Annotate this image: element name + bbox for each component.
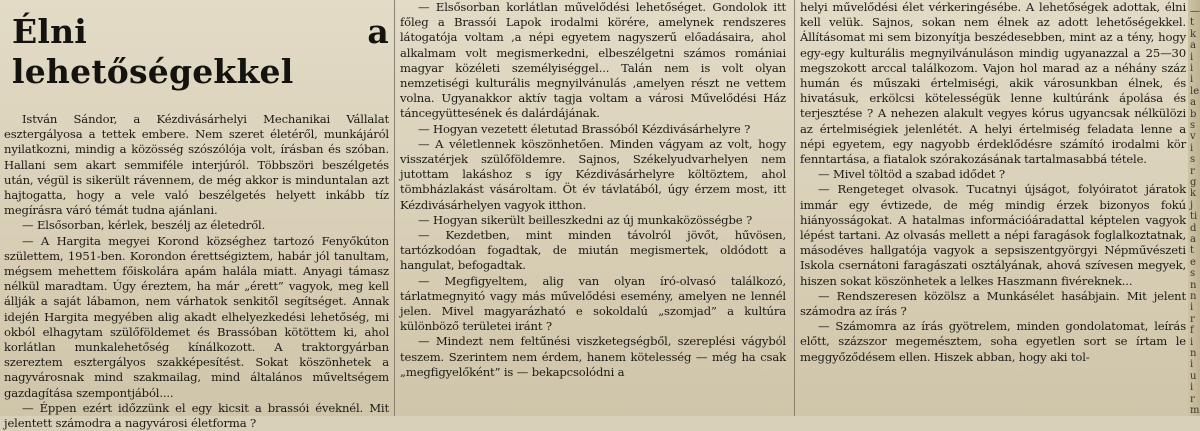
edge-stub-char: r	[1190, 393, 1195, 405]
edge-stub-char: r	[1190, 313, 1195, 325]
article-paragraph: — Kezdetben, mint minden távolról jövőt, hűvösen, tartózkodóan fogadtak, de miután megismertek, oldódott a hangulat, befogadtak.	[400, 228, 786, 273]
edge-stub-char: a	[1190, 40, 1196, 52]
article-paragraph: — Hogyan vezetett életutad Brassóból Kézdivásárhelyre ?	[418, 121, 751, 136]
edge-stub-char: i	[1190, 336, 1194, 348]
edge-stub-char: b	[1190, 108, 1197, 120]
edge-stub-char: t	[1190, 17, 1195, 29]
article-paragraph: — Rengeteget olvasok. Tucatnyi újságot, folyóiratot járatok immár egy évtizede, de még mindig érzek bizonyos fokú hiányosságokat. A hatalmas információáradattal képtelen vagyok lépést tartani. Az olvasás mellett a népi faragások foglalkoztatnak, másodéves hallgatója vagyok a sepsiszentgyörgyi Népművészeti Iskola csernátoni faragászati osztályának, ahová szívesen megyek, hiszen sokat köszönhetek a lelkes Haszmann fivéreknek...	[800, 182, 1186, 288]
article-paragraph: — Rendszeresen közölsz a Munkásélet hasábjain. Mit jelent számodra az írás ?	[800, 288, 1186, 319]
article-paragraph: — Éppen ezért időzzünk el egy kicsit a brassói éveknél. Mit jelentett számodra a nagyvárosi életforma ?	[4, 400, 389, 431]
edge-stub-char: v	[1190, 131, 1196, 143]
edge-stub-char: a	[1190, 97, 1196, 109]
edge-stub-char: k	[1190, 188, 1197, 200]
article-column-1	[4, 0, 389, 431]
edge-stub-char: i	[1190, 382, 1194, 394]
article-headline: Élni a lehetőségekkel	[12, 12, 389, 91]
edge-stub-char: f	[1190, 325, 1194, 337]
edge-stub-char: ti	[1190, 211, 1198, 223]
article-paragraph: — Mivel töltöd a szabad idődet ?	[818, 167, 1005, 182]
edge-stub-char: n	[1190, 279, 1197, 291]
edge-stub-char: u	[1190, 370, 1197, 382]
edge-stub-char: k	[1190, 28, 1197, 40]
article-paragraph: — Számomra az írás gyötrelem, minden gondolatomat, leírás előtt, százszor megemésztem, soha egyetlen sort se írtam le meggyőződésem ellen. Hiszek abban, hogy aki tol-	[800, 319, 1186, 364]
edge-stub-char: t	[1190, 245, 1195, 257]
article-paragraph: — A véletlennek köszönhetően. Minden vágyam az volt, hogy visszatérjek szülőföldemre. Sajnos, Székelyudvarhelyen nem jutottam lakáshoz s így Kézdivásárhelyre költöztem, ahol tömbházlakást vásároltam. Öt év távlatából, úgy érzem most, itt Kézdivásárhelyen vagyok itthon.	[400, 136, 786, 212]
edge-stub-char: m	[1190, 405, 1200, 416]
article-paragraph: — Elsősorban, kérlek, beszélj az életedről.	[22, 218, 266, 233]
edge-stub-char: g	[1190, 177, 1197, 188]
edge-stub-char: i	[1190, 74, 1194, 86]
article-paragraph: — A Hargita megyei Korond községhez tartozó Fenyőkúton születtem, 1951-ben. Korondon érettségiztem, habár jól tanultam, mégsem mehettem főiskolára apám halála miatt. Anyagi támasz nélkül maradtam. Úgy éreztem, ha már „érett” vagyok, meg kell állják a saját lábamon, nem várhatok senkitől segítséget. Annak idején Hargita megyében alig akadt elhelyezkedési lehetőség, mi okból elhagytam szülőföldemet és Brassóban kötöttem ki, ahol korlátlan munkalehetőség kínálkozott. A traktorgyárban szereztem esztergályos szakképesítést. Sokat köszönhetek a nagyvárosnak mind szakmailag, mind általános műveltségem gazdagítása szempontjából....	[4, 233, 389, 400]
edge-stub-char: i	[1190, 302, 1194, 314]
edge-stub-char: —	[1190, 6, 1200, 17]
article-paragraph: — Mindezt nem feltűnési viszketegségből, szereplési vágyból teszem. Szerintem nem érdem, hanem kötelesség — még ha csak „megfigyelőként” is — bekapcsolódni a	[400, 334, 786, 379]
edge-stub-char: i	[1190, 359, 1194, 371]
edge-stub-char: le	[1190, 85, 1200, 97]
edge-stub-char: a	[1190, 234, 1196, 245]
article-paragraph: — Hogyan sikerült beilleszkedni az új munkaközösségbe ?	[418, 212, 753, 227]
edge-stub-char: d	[1190, 222, 1197, 234]
article-column-3	[800, 0, 1186, 416]
article-paragraph: helyi művelődési élet vérkeringésébe. A lehetőségek adottak, élni kell velük. Sajnos, sokan nem élnek az adott lehetőségekkel. Állításomat mi sem bizonyítja beszédesebben, mint az a tény, hogy egy-egy kulturális megnyilvánuláson mindig ugyanazzal a 25—30 megszokott arccal találkozom. Vajon hol marad az a néhány száz humán és műszaki értelmiségi, akik városunkban élnek, és hivatásuk, erkölcsi kötelességük lenne kultúránk ápolása és terjesztése ? A nehezen alakult vegyes kórus ugyancsak nélkülözi az értelmiségiek jelenlétét. A helyi értelmiség feladata lenne a népi egyetem, egy nagyobb érdeklődésre számító irodalmi kör fenntartása, a fiatalok szórakozásának tartalmasabbá tétele.	[800, 0, 1186, 167]
edge-stub-char: s	[1190, 268, 1196, 280]
edge-stub-char: i	[1190, 51, 1194, 63]
article-column-2	[400, 0, 786, 416]
article-paragraph: István Sándor, a Kézdivásárhelyi Mechanikai Vállalat esztergályosa a tettek embere. Nem szeret életéről, munkájáról nyilatkozni, mindig a közösség szószólója volt, írásban és szóban. Hallani sem akart semmiféle interjúról. Többszöri beszélgetés után, végül is sikerült rávennem, de még akkor is minduntalan azt hajtogatta, hogy a vele való beszélgetés helyett inkább tíz megírásra váró témát tudna ajánlani.	[4, 112, 389, 218]
column-divider	[794, 0, 795, 416]
edge-stub-char: n	[1190, 291, 1197, 302]
adjacent-column-edge	[1188, 0, 1200, 416]
edge-stub-char: i	[1190, 63, 1194, 74]
edge-stub-char: j	[1190, 199, 1194, 211]
article-paragraph: — Elsősorban korlátlan művelődési lehetőséget. Gondolok itt főleg a Brassói Lapok irodalmi körére, amelynek rendszeres látogatója voltam ,a népi egyetem nagyszerű előadásaira, ahol alkalmam volt megismerkedni, elbeszélgetni számos romániai magyar közéleti személyiséggel... Talán nem is volt olyan nemzetiségi kulturális megnyilvánulás ,amelyen részt ne vettem volna. Ugyanakkor aktív tagja voltam a városi Művelődési Ház táncegyüttesének és dalárdájának.	[400, 0, 786, 121]
edge-stub-char: s	[1190, 120, 1196, 131]
edge-stub-char: r	[1190, 165, 1195, 177]
edge-stub-char: i	[1190, 142, 1194, 154]
edge-stub-char: e	[1190, 256, 1196, 268]
article-paragraph: — Megfigyeltem, alig van olyan író-olvasó találkozó, tárlatmegnyitó vagy más művelődési esemény, amelyen ne lennél jelen. Mivel magyarázható e sokoldalú „szomjad” a kultúra különböző területei iránt ?	[400, 273, 786, 334]
edge-stub-char: n	[1190, 348, 1197, 359]
column-divider	[394, 0, 395, 416]
edge-stub-char: s	[1190, 154, 1196, 166]
